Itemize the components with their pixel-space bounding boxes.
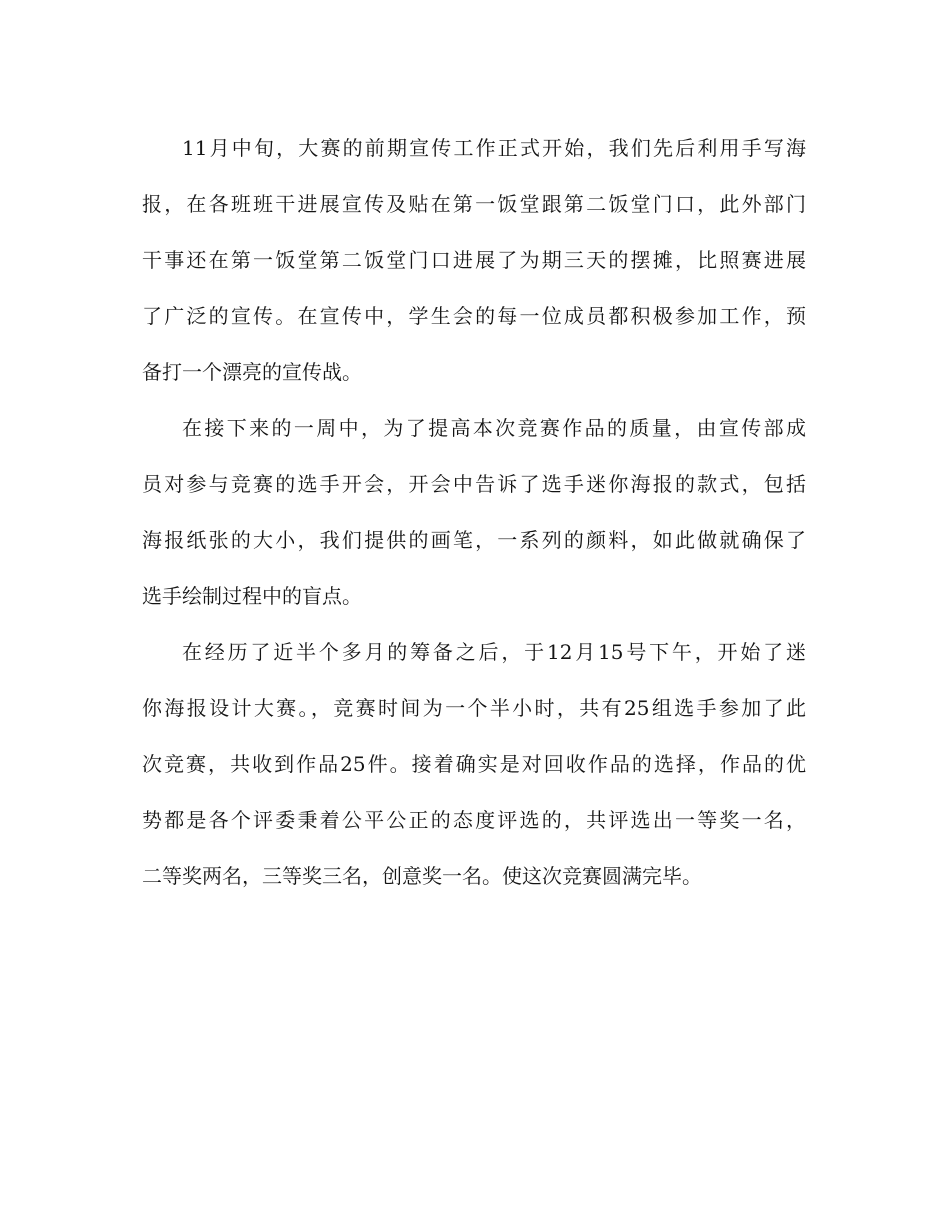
paragraph-line: 干事还在第一饭堂第二饭堂门口进展了为期三天的摆摊，比照赛进展 bbox=[142, 248, 806, 272]
paragraph-1 bbox=[142, 120, 806, 400]
paragraph-line: 了广泛的宣传。在宣传中，学生会的每一位成员都积极参加工作，预 bbox=[142, 304, 806, 328]
paragraph-3 bbox=[142, 624, 806, 904]
paragraph-line: 二等奖两名，三等奖三名，创意奖一名。使这次竞赛圆满完毕。 bbox=[142, 864, 702, 888]
paragraph-line: 报，在各班班干进展宣传及贴在第一饭堂跟第二饭堂门口，此外部门 bbox=[142, 192, 806, 216]
paragraph-line: 次竞赛，共收到作品25件。接着确实是对回收作品的选择，作品的优 bbox=[142, 752, 806, 776]
paragraph-line: 海报纸张的大小，我们提供的画笔，一系列的颜料，如此做就确保了 bbox=[142, 528, 806, 552]
paragraph-line: 备打一个漂亮的宣传战。 bbox=[142, 360, 362, 384]
paragraph-line: 在接下来的一周中，为了提高本次竞赛作品的质量，由宣传部成 bbox=[182, 416, 806, 440]
document-body bbox=[142, 120, 806, 904]
paragraph-2 bbox=[142, 400, 806, 624]
paragraph-line: 在经历了近半个多月的筹备之后，于12月15号下午，开始了迷 bbox=[182, 640, 806, 664]
paragraph-line: 你海报设计大赛。，竞赛时间为一个半小时，共有25组选手参加了此 bbox=[142, 696, 806, 720]
paragraph-line: 势都是各个评委秉着公平公正的态度评选的，共评选出一等奖一名， bbox=[142, 808, 806, 832]
paragraph-line: 11月中旬，大赛的前期宣传工作正式开始，我们先后利用手写海 bbox=[182, 136, 806, 160]
paragraph-line: 选手绘制过程中的盲点。 bbox=[142, 584, 362, 608]
paragraph-line: 员对参与竞赛的选手开会，开会中告诉了选手迷你海报的款式，包括 bbox=[142, 472, 806, 496]
